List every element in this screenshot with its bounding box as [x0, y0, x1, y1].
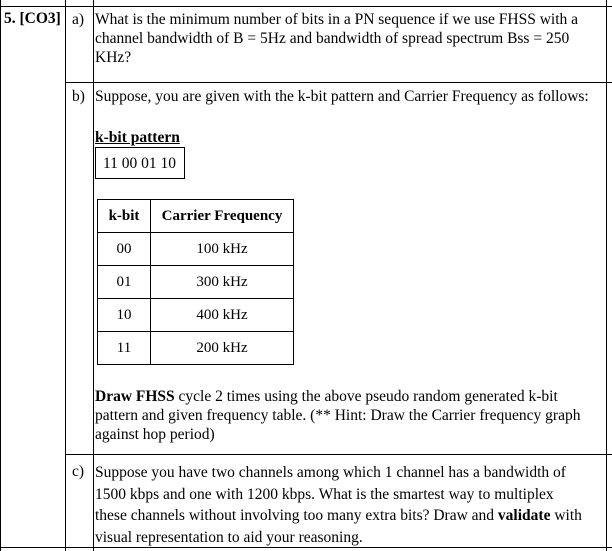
table-row	[98, 233, 294, 266]
question-number: 5. [CO3]	[4, 10, 61, 27]
part-b-instr-line-3: against hop period)	[95, 426, 215, 443]
part-b-instr-line-1	[95, 387, 580, 406]
part-a-line-2: channel bandwidth of B = 5Hz and bandwidth of spread spectrum Bss = 250	[95, 30, 570, 47]
row-divider-top	[0, 6, 612, 7]
part-c-line-2: 1500 kbps and one with 1200 kbps. What is the smartest way to multiplex	[95, 485, 554, 503]
table-cell-kbit: 10	[98, 299, 151, 332]
table-cell-frequency: 200 kHz	[151, 332, 294, 365]
part-b-instr-line-1-rest: cycle 2 times using the above pseudo random generated k-bit	[174, 388, 558, 405]
table-row	[98, 266, 294, 299]
table-cell-frequency: 300 kHz	[151, 266, 294, 299]
part-c-line-3-post: with	[550, 507, 582, 524]
table-header-kbit: k-bit	[98, 200, 151, 233]
kbit-pattern-box	[95, 147, 185, 179]
table-cell-kbit: 11	[98, 332, 151, 365]
part-a-label: a)	[72, 11, 85, 28]
part-b-intro: Suppose, you are given with the k-bit pattern and Carrier Frequency as follows:	[95, 88, 589, 105]
table-header-row	[98, 200, 294, 233]
kbit-pattern-value: 11 00 01 10	[103, 154, 177, 172]
table-row	[98, 299, 294, 332]
part-c-line-4: visual representation to aid your reasoning.	[95, 528, 363, 546]
row-divider-bc	[65, 454, 612, 455]
kbit-pattern-heading: k-bit pattern	[95, 129, 180, 146]
part-b-instr-bold: Draw FHSS	[95, 388, 175, 405]
part-b-instructions	[95, 387, 580, 444]
table-header-frequency: Carrier Frequency	[151, 200, 294, 233]
part-c-line-3-bold: validate	[497, 507, 551, 524]
table-row	[98, 332, 294, 365]
part-a-text	[95, 10, 578, 67]
table-cell-frequency: 100 kHz	[151, 233, 294, 266]
part-a-line-1: What is the minimum number of bits in a PN sequence if we use FHSS with a	[95, 11, 579, 28]
table-cell-kbit: 00	[98, 233, 151, 266]
left-border	[0, 0, 1, 551]
carrier-frequency-table	[97, 199, 294, 365]
table-cell-kbit: 01	[98, 266, 151, 299]
part-c-line-1: Suppose you have two channels among which 1 channel has a bandwidth of	[95, 464, 566, 481]
row-divider-ab	[65, 82, 612, 83]
part-c-line-3-pre: these channels without involving too many extra bits? Draw and	[95, 507, 498, 524]
part-a-line-3: KHz?	[95, 49, 132, 66]
part-c-text	[95, 462, 582, 548]
part-b-label: b)	[72, 88, 85, 105]
part-c-line-3	[95, 505, 582, 527]
part-b-instr-line-2: pattern and given frequency table. (** Hint: Draw the Carrier frequency graph	[95, 407, 581, 424]
part-c-label: c)	[72, 463, 85, 480]
table-cell-frequency: 400 kHz	[151, 299, 294, 332]
